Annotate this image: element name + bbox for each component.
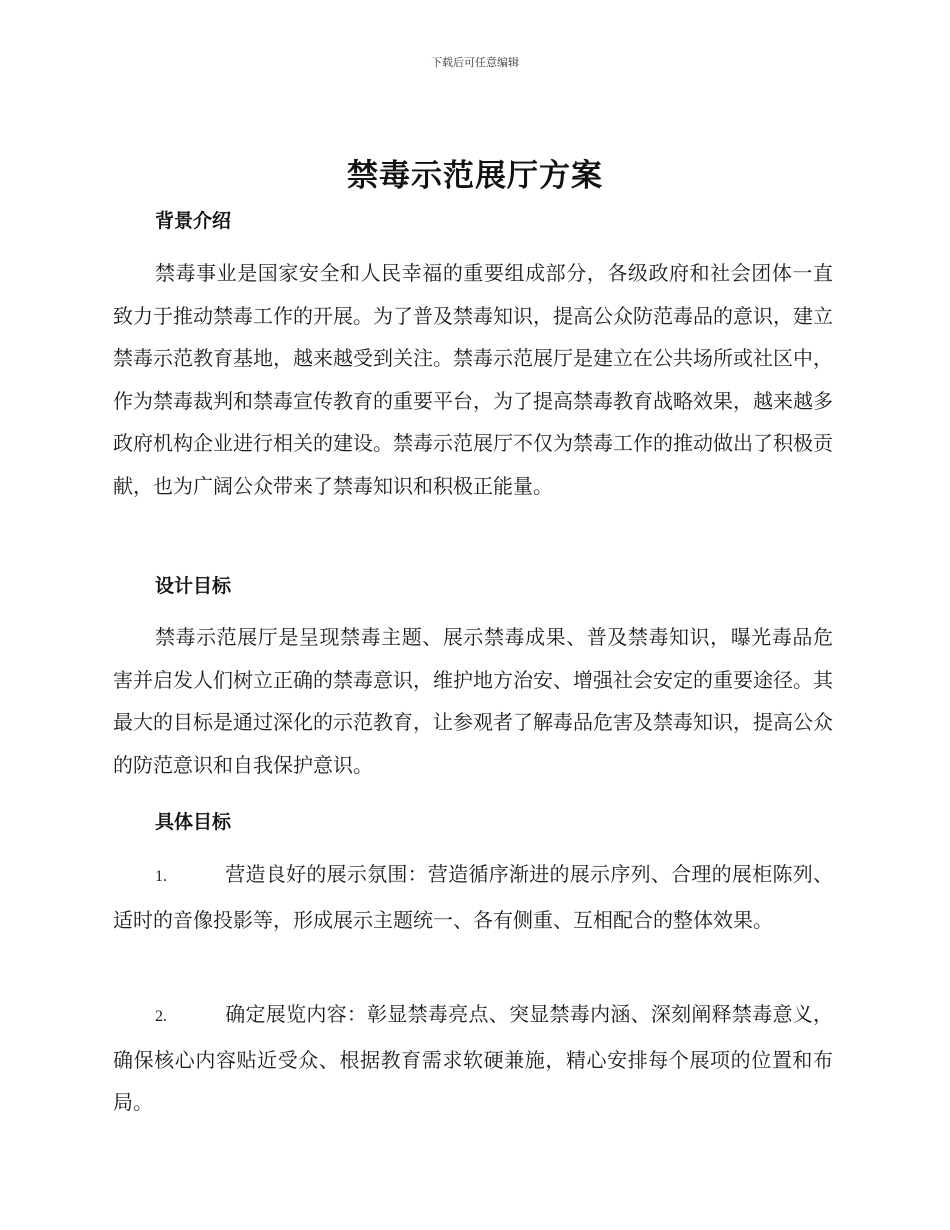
list-item-text: 确定展览内容：彰显禁毒亮点、突显禁毒内涵、深刻阐释禁毒意义，确保核心内容贴近受众、根据教育需求软硬兼施，精心安排每个展项的位置和布局。 xyxy=(113,1002,833,1114)
list-item-number: 2. xyxy=(155,1008,167,1025)
list-item-text: 营造良好的展示氛围：营造循序渐进的展示序列、合理的展柜陈列、适时的音像投影等，形成展示主题统一、各有侧重、互相配合的整体效果。 xyxy=(113,862,833,932)
section-specific-goals xyxy=(113,807,833,834)
section-heading-background: 背景介绍 xyxy=(155,210,232,232)
header-note: 下载后可任意编辑 xyxy=(431,56,519,69)
design-goal-paragraph: 禁毒示范展厅是呈现禁毒主题、展示禁毒成果、普及禁毒知识，曝光毒品危害并启发人们树立正确的禁毒意识，维护地方治安、增强社会安定的重要途径。其最大的目标是通过深化的示范教育，让参观者了解毒品危害及禁毒知识，提高公众的防范意识和自我保护意识。 xyxy=(113,625,833,777)
section-background xyxy=(113,206,833,233)
section-heading-design-goal: 设计目标 xyxy=(155,575,232,597)
background-paragraph: 禁毒事业是国家安全和人民幸福的重要组成部分，各级政府和社会团体一直致力于推动禁毒工作的开展。为了普及禁毒知识，提高公众防范毒品的意识，建立禁毒示范教育基地，越来越受到关注。禁毒示范展厅是建立在公共场所或社区中，作为禁毒裁判和禁毒宣传教育的重要平台，为了提高禁毒教育战略效果，越来越多政府机构企业进行相关的建设。禁毒示范展厅不仅为禁毒工作的推动做出了积极贡献，也为广阔公众带来了禁毒知识和积极正能量。 xyxy=(113,261,833,498)
specific-goal-item-2 xyxy=(113,993,833,1124)
list-item xyxy=(113,853,833,941)
section-heading-specific-goals: 具体目标 xyxy=(155,811,232,833)
specific-goal-item-1 xyxy=(113,853,833,941)
section-design-goal xyxy=(113,571,833,598)
design-goal-body xyxy=(113,616,833,786)
list-item-number: 1. xyxy=(155,868,167,885)
background-body xyxy=(113,252,833,507)
list-item xyxy=(113,993,833,1124)
document-title: 禁毒示范展厅方案 xyxy=(347,158,603,194)
